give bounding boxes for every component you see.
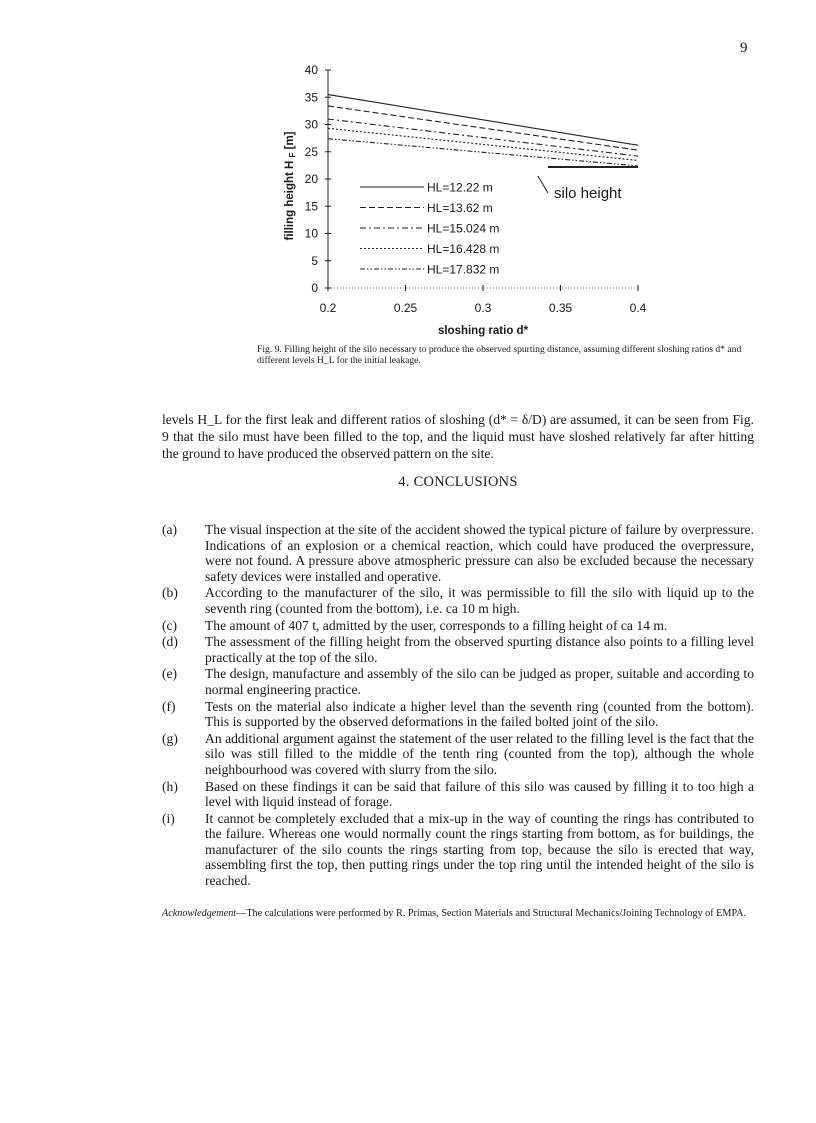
conclusion-marker: (b): [162, 585, 178, 601]
conclusion-text: Tests on the material also indicate a higher level than the seventh ring (counted from the bottom). This is supported by the observed deformations in the failed bolted joint of the silo.: [205, 698, 754, 730]
y-tick-label: 20: [304, 172, 318, 186]
acknowledgement: [162, 908, 754, 920]
y-tick-label: 35: [304, 90, 318, 105]
acknowledgement-text: —The calculations were performed by R. Primas, Section Materials and Structural Mechanics/Joining Technology of EMPA.: [236, 908, 747, 919]
conclusion-text: The assessment of the filling height from the observed spurting distance also points to a filling level practically at the top of the silo.: [205, 634, 754, 665]
conclusions-list: [162, 522, 754, 890]
y-tick-label: 40: [304, 63, 318, 77]
conclusion-item: [162, 699, 754, 730]
conclusion-item: [162, 585, 754, 616]
legend-label: HL=16.428 m: [427, 242, 500, 256]
conclusion-marker: (h): [162, 778, 178, 794]
conclusion-marker: (d): [162, 634, 178, 650]
annotation-pointer: [538, 176, 548, 193]
conclusion-item: [162, 666, 754, 697]
x-tick-label: 0.2: [319, 301, 337, 315]
section-heading: 4. CONCLUSIONS: [398, 474, 518, 490]
body-paragraph: levels H_L for the first leak and different ratios of sloshing (d* = δ/D) are assumed, it can be seen from Fig. 9 that the silo must have been filled to the top, and the liquid must have sloshed relatively far after hitting the ground to have produced the observed pattern on the site.: [162, 411, 754, 462]
silo-height-label: silo height: [554, 185, 622, 202]
conclusion-marker: (g): [162, 730, 178, 746]
legend-label: HL=12.22 m: [427, 180, 493, 195]
y-axis-label: filling height H F [m]: [284, 131, 297, 241]
figure-label: Fig. 9.: [257, 344, 282, 355]
conclusion-text: It cannot be completely excluded that a mix-up in the way of counting the rings has contributed to the failure. Whereas one would normally count the rings starting from bottom, as for buildings, the manufacturer of the silo counts the rings starting from top, because the silo is erected that way, assembling first the top, then putting rings under the top ring until the intended height of the silo is reached.: [205, 810, 754, 889]
legend-label: HL=15.024 m: [427, 221, 500, 236]
conclusion-item: [162, 634, 754, 665]
conclusion-text: The amount of 407 t, admitted by the user, corresponds to a filling height of ca 14 m.: [205, 617, 668, 633]
conclusion-item: [162, 618, 754, 634]
filling-height-chart: [0, 0, 816, 345]
conclusion-marker: (a): [162, 522, 178, 537]
y-tick-label: 0: [311, 281, 318, 295]
x-tick-label: 0.4: [629, 301, 647, 315]
figure-caption-text: Filling height of the silo necessary to produce the observed spurting distance, assuming different sloshing ratios d* and different levels H_L for the initial leakage.: [257, 344, 742, 366]
conclusion-item: [162, 811, 754, 889]
page-number: 9: [740, 40, 748, 56]
conclusion-marker: (e): [162, 666, 178, 682]
conclusion-item: [162, 731, 754, 778]
y-tick-label: 10: [304, 226, 318, 241]
conclusion-item: [162, 522, 754, 584]
y-tick-label: 25: [304, 144, 318, 159]
conclusion-text: An additional argument against the statement of the user related to the filling level is the fact that the silo was still filled to the middle of the tenth ring (counted from the top), although the whole neighbourhood was covered with slurry from the silo.: [205, 730, 754, 777]
conclusion-text: The design, manufacture and assembly of the silo can be judged as proper, suitable and according to normal engineering practice.: [205, 666, 754, 697]
legend-label: HL=17.832 m: [427, 262, 500, 277]
series-line: [328, 128, 638, 160]
y-tick-label: 15: [304, 199, 318, 214]
x-tick-label: 0.25: [393, 301, 418, 315]
series-line: [328, 139, 638, 166]
series-line: [328, 106, 638, 150]
x-tick-label: 0.35: [548, 301, 573, 315]
conclusion-text: The visual inspection at the site of the accident showed the typical picture of failure by overpressure. Indications of an explosion or a chemical reaction, which could have produced the overpressure, were not found. A pressure above atmospheric pressure can also be excluded because the necessary safety devices were installed and operative.: [205, 522, 754, 584]
x-tick-label: 0.3: [474, 301, 492, 315]
acknowledgement-lead: Acknowledgement: [162, 908, 237, 919]
legend-label: HL=13.62 m: [427, 201, 493, 215]
figure-caption: [257, 344, 747, 366]
conclusion-text: According to the manufacturer of the silo, it was permissible to fill the silo with liquid up to the seventh ring (counted from the bottom), i.e. ca 10 m high.: [205, 585, 754, 616]
conclusion-item: [162, 779, 754, 810]
conclusion-marker: (c): [162, 617, 178, 633]
y-tick-label: 5: [311, 253, 318, 268]
conclusion-text: Based on these findings it can be said that failure of this silo was caused by filling it to too high a level with liquid instead of forage.: [205, 778, 754, 810]
conclusion-marker: (i): [162, 810, 175, 826]
conclusion-marker: (f): [162, 698, 176, 714]
y-tick-label: 30: [304, 117, 318, 132]
x-axis-label: sloshing ratio d*: [437, 325, 529, 337]
